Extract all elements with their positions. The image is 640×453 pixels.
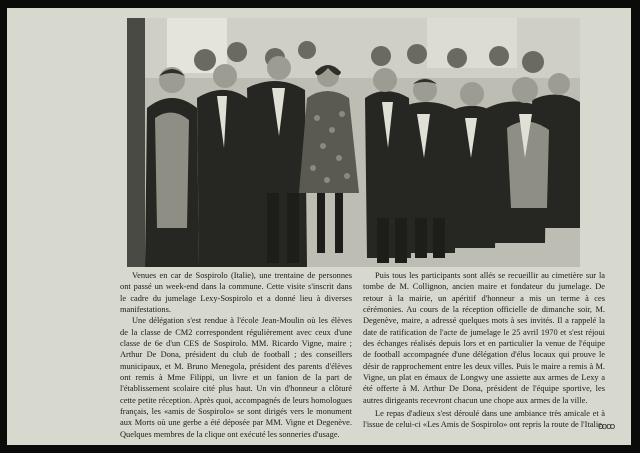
article-paragraph: Une délégation s'est rendue à l'école Jean-Moulin où les élèves de la classe de CM2 correspondent régulièrement avec ceux d'une classe de 6e d'un CES de Sospirolo. MM. Ricardo Vigne, maire ; Arthur De Dona, président du club de football ; des conseillers municipaux, et M. Bruno Menegola, président des parents d'élèves ont remis à Mme Filippi, un livre et un fanion de la part de l'établissement scolaire cité plus haut. Un vin d'honneur a clôturé cette petite réception. Après quoi, accompagnés de leurs homologues français, les «amis de Sospirolo» se sont dirigés vers le monument aux Morts où une gerbe a été déposée par MM. Vigne et Degenève. Quelques membres de la clique ont exécuté les sonneries d'usage. <box>120 316 352 439</box>
article-column-right <box>363 270 605 431</box>
article-paragraph: Le repas d'adieux s'est déroulé dans une ambiance très amicale et à l'issue de celui-ci «Les Amis de Sospirolo» ont repris la route de l'Italie. <box>363 409 605 430</box>
corner-mark: ꝏꝏ <box>598 422 615 432</box>
article-paragraph: Venues en car de Sospirolo (Italie), une trentaine de personnes ont passé un week-end dans la commune. Cette visite s'inscrit dans le cadre du jumelage Lexy-Sospirolo et a donné lieu à diverses manifestations. <box>120 271 352 315</box>
group-photo <box>127 18 580 267</box>
article-paragraph: Puis tous les participants sont allés se recueillir au cimetière sur la tombe de M. Collignon, ancien maire et fondateur du jumelage. De retour à la mairie, un apéritif d'honneur a mis un terme à ces cérémonies. Au cours de la réception officielle de dimanche soir, M. Degenève, maire, a adressé quelques mots à ses invités. Il a rappelé la date de ratification de l'acte de jumelage le 25 avril 1970 et s'est réjoui des échanges réalisés depuis lors et en particulier la venue de l'équipe de football accompagnée d'une délégation d'élus locaux qui prouve le désir de rapprochement entre les deux villes. Puis le maire a remis à M. Vigne, un plat en émaux de Longwy une assiette aux armes de Lexy a été offerte à M. Arthur De Dona, président de l'équipe sportive, les autres dirigeants recevront chacun une chope aux armes de la ville. <box>363 271 605 405</box>
article-column-left <box>120 270 352 440</box>
